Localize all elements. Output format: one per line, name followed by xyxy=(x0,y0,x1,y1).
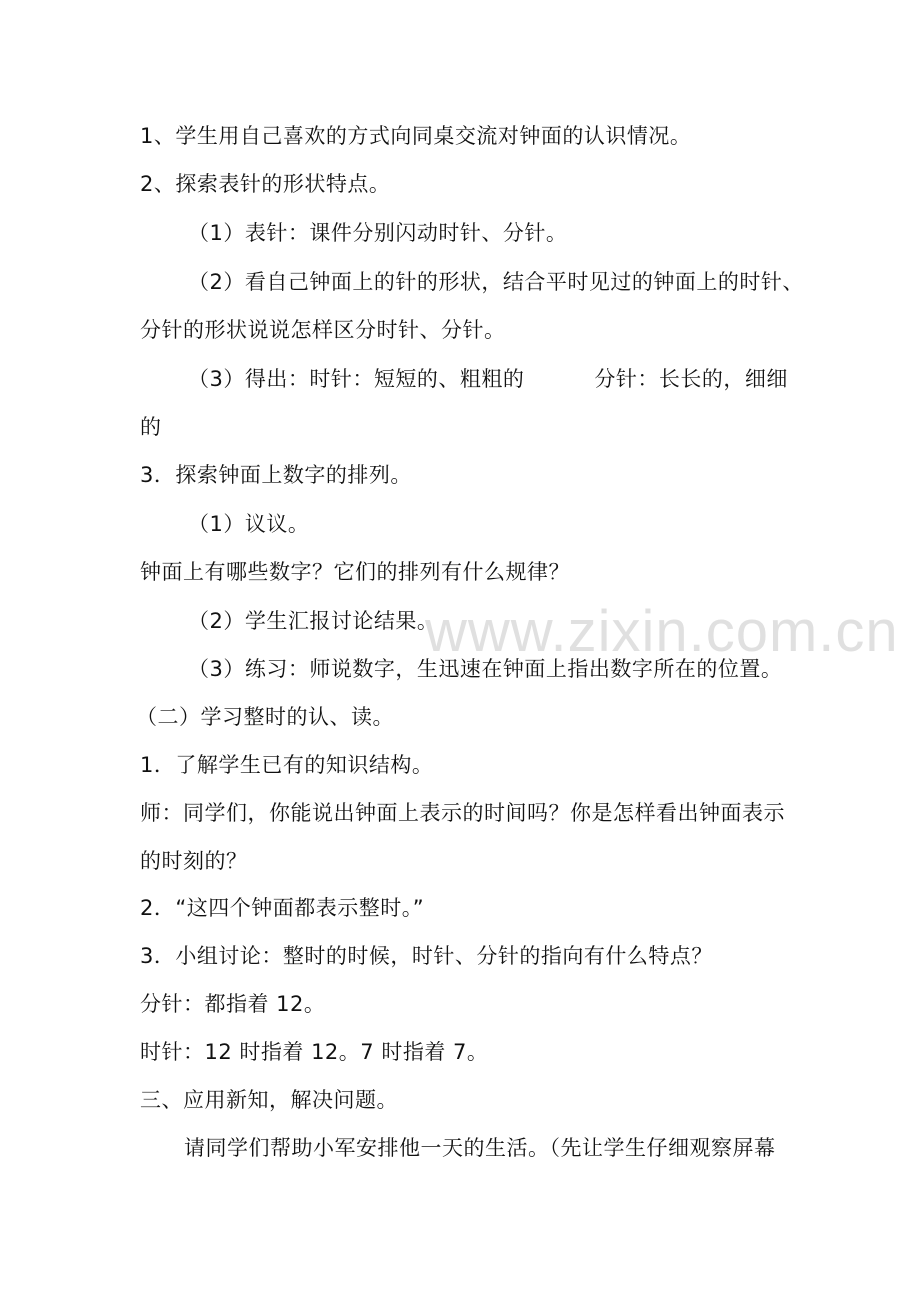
paragraph-line-7: 的 xyxy=(140,415,162,439)
paragraph-line-6 xyxy=(188,364,788,394)
paragraph-line-8: 3．探索钟面上数字的排列。 xyxy=(140,463,412,487)
paragraph-line-9: （1）议议。 xyxy=(188,512,310,536)
paragraph-line-20: 时针：12 时指着 12。7 时指着 7。 xyxy=(140,1040,489,1064)
paragraph-line-11: （2）学生汇报讨论结果。 xyxy=(188,609,439,633)
paragraph-line-15: 师：同学们，你能说出钟面上表示的时间吗？你是怎样看出钟面表示 xyxy=(140,801,785,825)
paragraph-line-16: 的时刻的？ xyxy=(140,849,248,873)
minute-hand-result: 分针：长长的，细细 xyxy=(594,367,788,391)
paragraph-line-2: 2、探索表针的形状特点。 xyxy=(140,172,391,196)
paragraph-line-4: （2）看自己钟面上的针的形状，结合平时见过的钟面上的时针、 xyxy=(188,270,804,294)
paragraph-line-21: 三、应用新知，解决问题。 xyxy=(140,1088,398,1112)
paragraph-line-18: 3．小组讨论：整时的时候，时针、分针的指向有什么特点？ xyxy=(140,944,713,968)
paragraph-line-1: 1、学生用自己喜欢的方式向同桌交流对钟面的认识情况。 xyxy=(140,124,692,148)
watermark: www.zixin.com.cn xyxy=(425,599,899,664)
paragraph-line-14: 1．了解学生已有的知识结构。 xyxy=(140,753,434,777)
paragraph-line-12: （3）练习：师说数字，生迅速在钟面上指出数字所在的位置。 xyxy=(188,657,783,681)
paragraph-line-3: （1）表针：课件分别闪动时针、分针。 xyxy=(188,221,568,245)
paragraph-line-17: 2．“这四个钟面都表示整时。” xyxy=(140,896,425,920)
hour-hand-result: （3）得出：时针：短短的、粗粗的 xyxy=(188,367,525,391)
paragraph-line-13: （二）学习整时的认、读。 xyxy=(136,705,394,729)
paragraph-line-22: 请同学们帮助小军安排他一天的生活。（先让学生仔细观察屏幕 xyxy=(184,1136,776,1160)
paragraph-line-19: 分针：都指着 12。 xyxy=(140,992,326,1016)
paragraph-line-5: 分针的形状说说怎样区分时针、分针。 xyxy=(140,318,506,342)
paragraph-line-10: 钟面上有哪些数字？它们的排列有什么规律？ xyxy=(140,560,570,584)
